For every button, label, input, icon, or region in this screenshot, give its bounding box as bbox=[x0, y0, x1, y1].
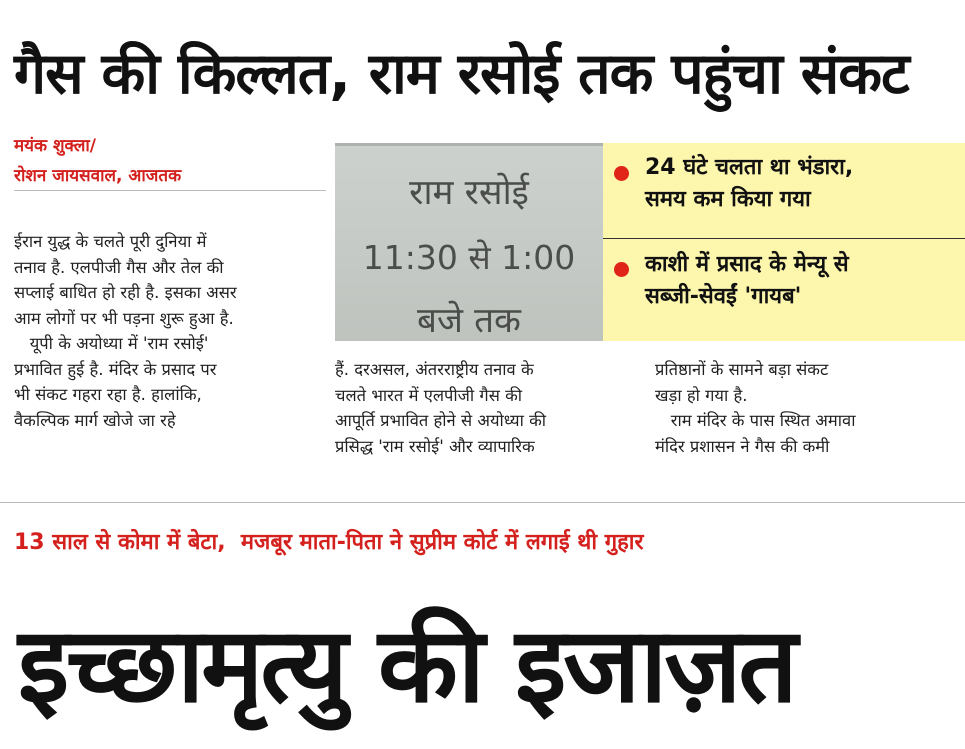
second-story-subhead: 13 साल से कोमा में बेटा, मजबूर माता-पिता ने सुप्रीम कोर्ट में लगाई थी गुहार bbox=[14, 530, 644, 555]
column-line: भी संकट गहरा रहा है. हालांकि, bbox=[14, 385, 202, 404]
column-line: मंदिर प्रशासन ने गैस की कमी bbox=[655, 436, 830, 456]
highlight-line: सब्जी-सेवईं 'गायब' bbox=[645, 284, 802, 309]
section-divider bbox=[0, 502, 965, 503]
highlight-line: काशी में प्रसाद के मेन्यू से bbox=[645, 252, 849, 277]
byline-author-2: रोशन जायसवाल, आजतक bbox=[14, 166, 182, 186]
column-line: ईरान युद्ध के चलते पूरी दुनिया में bbox=[14, 232, 207, 251]
article-headline: गैस की किल्लत, राम रसोई तक पहुंचा संकट bbox=[14, 41, 909, 107]
second-story-headline: इच्छामृत्यु की इजाज़त bbox=[18, 604, 795, 726]
column-line: तनाव है. एलपीजी गैस और तेल की bbox=[14, 257, 224, 277]
column-line: सप्लाई बाधित हो रही है. इसका असर bbox=[14, 283, 237, 302]
article-column-1 bbox=[14, 229, 326, 433]
highlight-item-2 bbox=[645, 249, 849, 313]
sign-line-1: राम रसोई bbox=[409, 173, 529, 213]
highlight-line: समय कम किया गया bbox=[645, 187, 811, 212]
column-line: हैं. दरअसल, अंतरराष्ट्रीय तनाव के bbox=[335, 360, 534, 379]
column-line: आम लोगों पर भी पड़ना शुरू हुआ है. bbox=[14, 308, 234, 328]
column-line: प्रभावित हुई है. मंदिर के प्रसाद पर bbox=[14, 359, 217, 379]
bullet-dot-icon bbox=[614, 166, 629, 181]
highlights-divider bbox=[603, 238, 965, 239]
highlight-item-1 bbox=[645, 152, 853, 216]
byline-divider bbox=[14, 190, 326, 191]
column-line: राम मंदिर के पास स्थित अमावा bbox=[655, 411, 856, 430]
column-line: चलते भारत में एलपीजी गैस की bbox=[335, 385, 523, 405]
highlight-line: 24 घंटे चलता था भंडारा, bbox=[645, 155, 854, 180]
article-column-3 bbox=[655, 357, 955, 459]
byline-author-1: मयंक शुक्ला/ bbox=[14, 136, 96, 156]
column-line: प्रसिद्ध 'राम रसोई' और व्यापारिक bbox=[335, 436, 535, 456]
sign-line-2: 11:30 से 1:00 bbox=[362, 238, 576, 277]
top-strip bbox=[0, 0, 965, 16]
column-line: आपूर्ति प्रभावित होने से अयोध्या की bbox=[335, 411, 547, 430]
column-line: खड़ा हो गया है. bbox=[655, 385, 748, 405]
ram-rasoi-sign-photo bbox=[335, 143, 603, 341]
column-line: वैकल्पिक मार्ग खोजे जा रहे bbox=[14, 410, 176, 430]
bullet-dot-icon bbox=[614, 262, 629, 277]
column-line: प्रतिष्ठानों के सामने बड़ा संकट bbox=[655, 360, 829, 379]
sign-line-3: बजे तक bbox=[417, 301, 521, 341]
article-column-2 bbox=[335, 357, 625, 459]
column-line: यूपी के अयोध्या में 'राम रसोई' bbox=[14, 334, 209, 353]
